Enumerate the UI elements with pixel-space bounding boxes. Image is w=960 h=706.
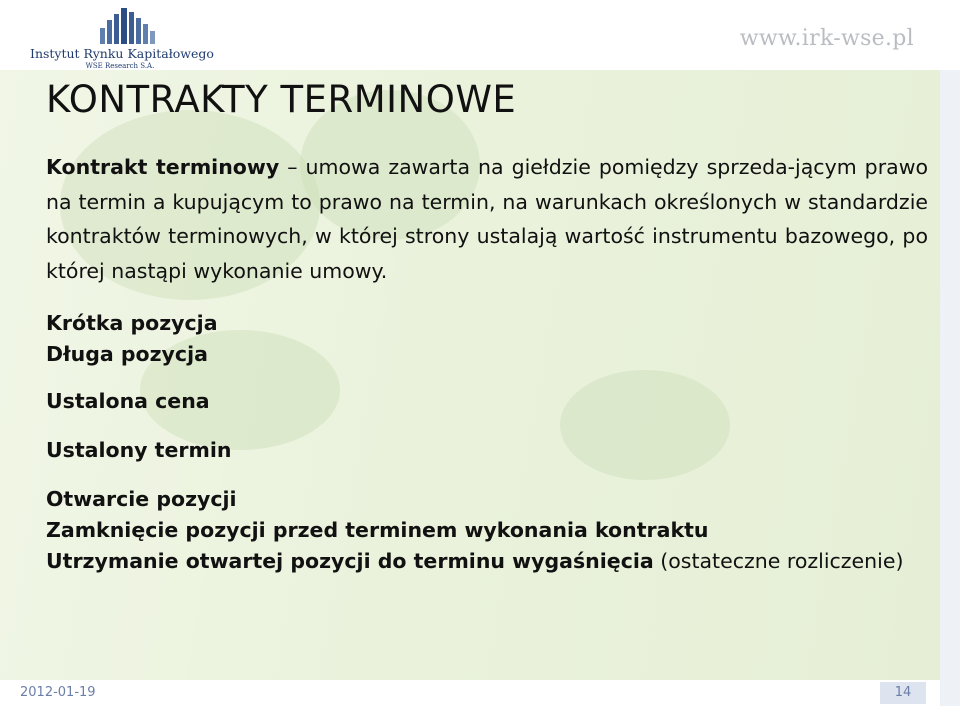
term-group [46,435,928,466]
opening-position: Otwarcie pozycji [46,487,237,511]
irk-logo [30,6,214,70]
holding-position-rest: (ostateczne rozliczenie) [653,549,904,573]
price-group [46,386,928,417]
definition-term: Kontrakt terminowy [46,155,280,179]
closing-position: Zamknięcie pozycji przed terminem wykonania kontraktu [46,518,709,542]
positions-group [46,308,928,370]
definition-text: – umowa zawarta na giełdzie pomiędzy sprzeda-jącym prawo na termin a kupującym to prawo na termin, na warunkach określonych w standardzie kontraktów terminowych, w której strony ustalają wartość instrumentu bazowego, po której nastąpi wykonanie umowy. [46,155,928,283]
position-lifecycle-group [46,484,928,577]
slide-content [46,150,928,577]
definition-paragraph [46,150,928,288]
holding-position-bold: Utrzymanie otwartej pozycji do terminu wygaśnięcia [46,549,654,573]
fixed-price: Ustalona cena [46,389,210,413]
side-strip [940,70,960,706]
slide-title: KONTRAKTY TERMINOWE [46,78,517,121]
short-position: Krótka pozycja [46,311,218,335]
long-position: Długa pozycja [46,342,208,366]
site-url[interactable]: www.irk-wse.pl [739,26,914,51]
logo-name: Instytut Rynku Kapitałowego [30,46,214,61]
page-number: 14 [880,682,926,704]
logo-subtitle: WSE Research S.A. [85,62,155,70]
slide-header [0,0,960,70]
holding-position [46,546,928,577]
footer-date: 2012-01-19 [20,685,96,700]
building-bars-icon [98,6,158,44]
fixed-term: Ustalony termin [46,438,232,462]
